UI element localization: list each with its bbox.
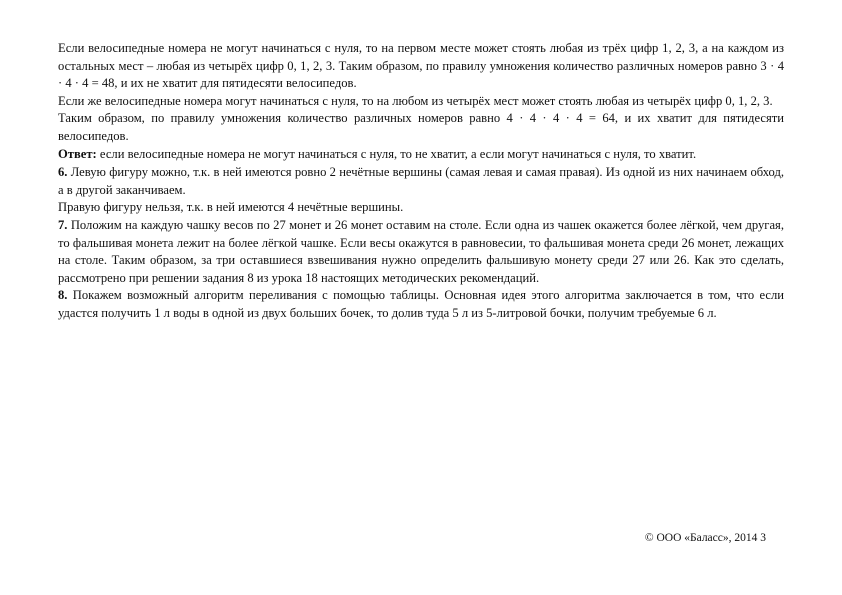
paragraph-task-8: [58, 287, 784, 322]
paragraph-multiplication-result: [58, 110, 784, 145]
task-number-7: 7.: [58, 217, 68, 232]
task-number-8: 8.: [58, 288, 68, 303]
paragraph-digits-no-zero: [58, 40, 784, 93]
paragraph-text: Если же велосипедные номера могут начинаться с нуля, то на любом из четырёх мест может стоять любая из четырёх цифр 0, 1, 2, 3.: [58, 93, 773, 108]
paragraph-task-6: [58, 164, 784, 199]
paragraph-text: Положим на каждую чашку весов по 27 монет и 26 монет оставим на столе. Если одна из чашек окажется более лёгкой, чем другая, то фальшивая монета лежит на более лёгкой чашке. Если весы окажутся в равновесии, то фальшивая монета среди 26 монет, лежащих на столе. Таким образом, за три оставшиеся взвешивания нужно определить фальшивую монету среди 27 или 26. Как это сделать, рассмотрено при решении задания 8 из урока 18 настоящих методических рекомендаций.: [58, 217, 784, 285]
copyright-text: © ООО «Баласс», 2014 3: [644, 532, 766, 544]
page-footer: [645, 531, 766, 545]
paragraph-task-7: [58, 217, 784, 287]
paragraph-text: Если велосипедные номера не могут начинаться с нуля, то на первом месте может стоять любая из трёх цифр 1, 2, 3, а на каждом из остальных мест – любая из четырёх цифр 0, 1, 2, 3. Таким образом, по правилу умножения количество различных номеров равно 3 · 4 · 4 · 4 = 48, и их не хватит для пятидесяти велосипедов.: [58, 41, 784, 91]
document-body: [58, 40, 784, 323]
paragraph-text: Правую фигуру нельзя, т.к. в ней имеются 4 нечётные вершины.: [58, 200, 404, 215]
paragraph-text: Покажем возможный алгоритм переливания с помощью таблицы. Основная идея этого алгоритма заключается в том, что если удастся получить 1 л воды в одной из двух больших бочек, то долив туда 5 л из 5-литровой бочки, получим требуемые 6 л.: [58, 288, 784, 320]
paragraph-task-6-right-figure: [58, 199, 784, 217]
paragraph-text: Таким образом, по правилу умножения количество различных номеров равно 4 · 4 · 4 · 4 = 64, и их хватит для пятидесяти велосипедов.: [58, 111, 784, 143]
paragraph-text: если велосипедные номера не могут начинаться с нуля, то не хватит, а если могут начинаться с нуля, то хватит.: [96, 146, 697, 161]
paragraph-digits-with-zero: [58, 93, 784, 111]
paragraph-text: Левую фигуру можно, т.к. в ней имеются ровно 2 нечётные вершины (самая левая и самая правая). Из одной из них начинаем обход, а в другой заканчиваем.: [58, 165, 784, 197]
task-number-6: 6.: [58, 165, 68, 180]
paragraph-answer: [58, 146, 784, 164]
answer-label: Ответ:: [58, 146, 97, 161]
